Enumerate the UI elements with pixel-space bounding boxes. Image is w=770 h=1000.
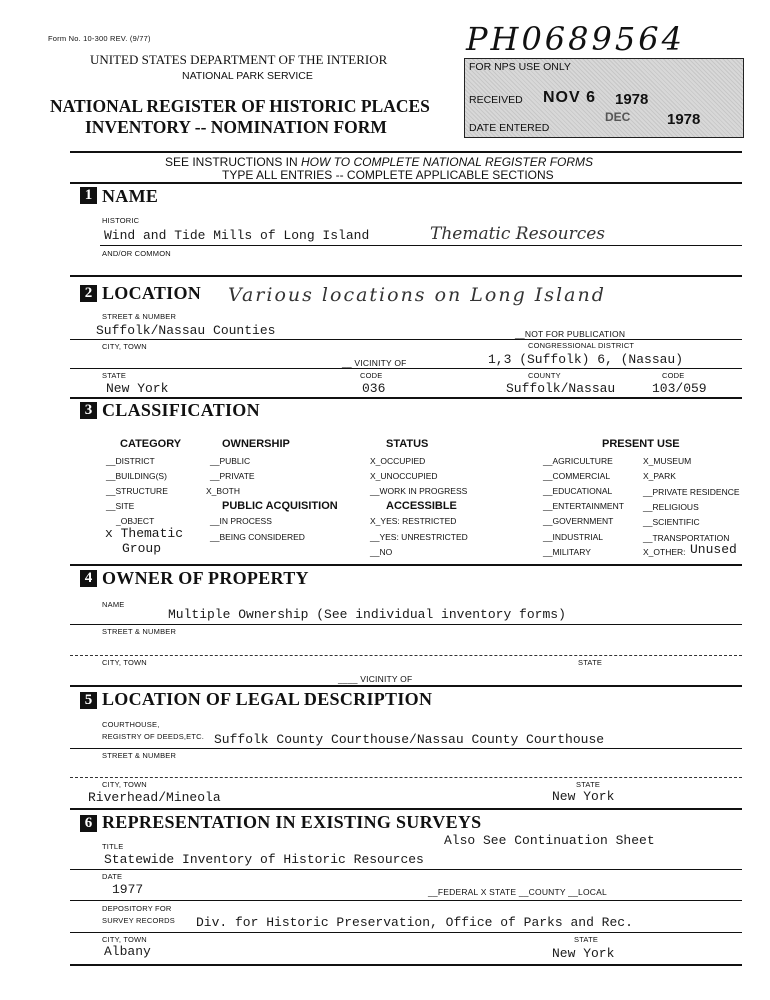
street-number-value: Suffolk/Nassau Counties <box>96 323 276 338</box>
survey-city-value: Albany <box>104 944 151 959</box>
survey-level-options: __FEDERAL X STATE __COUNTY __LOCAL <box>428 887 607 897</box>
accessible-yes-unrestricted[interactable]: __YES: UNRESTRICTED <box>370 532 468 542</box>
form-title-line-2: INVENTORY -- NOMINATION FORM <box>85 117 387 137</box>
section-1-title: NAME <box>102 186 159 206</box>
section-2-number: 2 <box>80 285 97 302</box>
legal-state-label: STATE <box>576 780 601 789</box>
received-label: RECEIVED <box>469 94 523 106</box>
rule <box>70 151 742 153</box>
legal-city-label: CITY, TOWN <box>102 780 147 789</box>
accessible-no[interactable]: __NO <box>370 547 393 557</box>
handwritten-thematic-resources: Thematic Resources <box>430 224 605 244</box>
survey-title-label: TITLE <box>102 842 124 851</box>
form-title-line-1: NATIONAL REGISTER OF HISTORIC PLACES <box>50 96 430 116</box>
depository-label-1: DEPOSITORY FOR <box>102 904 172 913</box>
category-object[interactable]: _OBJECT <box>116 516 155 526</box>
survey-city-label: CITY, TOWN <box>102 935 147 944</box>
section-2-title: LOCATION <box>102 283 202 303</box>
form-number: Form No. 10-300 REV. (9/77) <box>48 34 151 43</box>
department-name: UNITED STATES DEPARTMENT OF THE INTERIOR <box>90 52 388 67</box>
category-group: Group <box>122 541 162 556</box>
depository-label-2: SURVEY RECORDS <box>102 916 175 925</box>
category-buildings[interactable]: __BUILDING(S) <box>106 471 167 481</box>
public-acquisition-header: PUBLIC ACQUISITION <box>222 500 338 512</box>
use-scientific[interactable]: __SCIENTIFIC <box>643 517 700 527</box>
county-value: Suffolk/Nassau <box>506 381 616 396</box>
depository-value: Div. for Historic Preservation, Office of Parks and Rec. <box>196 915 633 930</box>
registry-of-deeds-label: REGISTRY OF DEEDS,ETC. <box>102 732 205 741</box>
category-structure[interactable]: __STRUCTURE <box>106 486 168 496</box>
present-use-header: PRESENT USE <box>602 438 680 450</box>
registry-value: Suffolk County Courthouse/Nassau County Courthouse <box>214 732 605 747</box>
instructions-line-1: SEE INSTRUCTIONS IN HOW TO COMPLETE NATIONAL REGISTER FORMS <box>165 155 594 169</box>
accessible-yes-restricted[interactable]: X_YES: RESTRICTED <box>370 516 457 526</box>
county-code-value: 103/059 <box>652 381 707 396</box>
legal-state-value: New York <box>552 789 615 804</box>
ownership-header: OWNERSHIP <box>222 438 290 450</box>
section-6-number: 6 <box>80 815 97 832</box>
use-military[interactable]: __MILITARY <box>543 547 591 557</box>
category-header: CATEGORY <box>120 438 182 450</box>
rule <box>100 245 742 246</box>
common-name-label: AND/OR COMMON <box>102 249 171 258</box>
use-other-value: Unused <box>690 542 737 557</box>
survey-date-label: DATE <box>102 872 123 881</box>
state-value: New York <box>106 381 169 396</box>
ownership-private[interactable]: __PRIVATE <box>210 471 255 481</box>
use-transportation[interactable]: __TRANSPORTATION <box>643 533 730 543</box>
category-thematic: x Thematic <box>105 526 184 541</box>
rule <box>70 339 742 340</box>
use-commercial[interactable]: __COMMERCIAL <box>543 471 611 481</box>
rule <box>70 397 742 399</box>
historic-label: HISTORIC <box>102 216 140 225</box>
county-label: COUNTY <box>528 371 561 380</box>
status-occupied[interactable]: X_OCCUPIED <box>370 456 426 466</box>
service-name: NATIONAL PARK SERVICE <box>182 70 313 82</box>
acquisition-in-process[interactable]: __IN PROCESS <box>210 516 272 526</box>
rule <box>70 932 742 933</box>
rule <box>70 685 742 687</box>
status-unoccupied[interactable]: X_UNOCCUPIED <box>370 471 438 481</box>
ownership-both[interactable]: X_BOTH <box>206 486 241 496</box>
nps-use-only-box <box>464 58 744 138</box>
use-private-residence[interactable]: __PRIVATE RESIDENCE <box>643 487 740 497</box>
historic-name-value: Wind and Tide Mills of Long Island <box>104 228 370 243</box>
acquisition-being-considered[interactable]: __BEING CONSIDERED <box>210 532 305 542</box>
received-year: 1978 <box>615 91 649 108</box>
city-town-label: CITY, TOWN <box>102 342 147 351</box>
entered-year: 1978 <box>667 111 701 128</box>
state-code-label: CODE <box>360 371 383 380</box>
category-site[interactable]: __SITE <box>106 501 135 511</box>
rule <box>70 964 742 966</box>
nps-box-heading: FOR NPS USE ONLY <box>469 61 571 73</box>
state-label: STATE <box>102 371 127 380</box>
see-continuation-sheet: Also See Continuation Sheet <box>444 833 655 848</box>
entered-date: DEC <box>605 110 631 124</box>
rule <box>70 655 742 656</box>
rule <box>70 182 742 184</box>
state-code-value: 036 <box>362 381 386 396</box>
handwritten-reference-number: PH0689564 <box>466 20 685 58</box>
status-header: STATUS <box>386 438 429 450</box>
use-religious[interactable]: __RELIGIOUS <box>643 502 699 512</box>
street-number-label: STREET & NUMBER <box>102 312 177 321</box>
survey-title-value: Statewide Inventory of Historic Resources <box>104 852 424 867</box>
use-park[interactable]: X_PARK <box>643 471 676 481</box>
vicinity-of-option: __ VICINITY OF <box>342 358 407 368</box>
county-code-label: CODE <box>662 371 685 380</box>
use-educational[interactable]: __EDUCATIONAL <box>543 486 613 496</box>
owner-city-label: CITY, TOWN <box>102 658 147 667</box>
category-district[interactable]: __DISTRICT <box>106 456 155 466</box>
not-for-publication-option: __NOT FOR PUBLICATION <box>515 329 626 339</box>
survey-state-value: New York <box>552 946 615 961</box>
section-4-number: 4 <box>80 570 97 587</box>
courthouse-label: COURTHOUSE, <box>102 720 160 729</box>
status-work-in-progress[interactable]: __WORK IN PROGRESS <box>370 486 468 496</box>
received-date: NOV 6 <box>543 89 597 106</box>
owner-street-label: STREET & NUMBER <box>102 627 177 636</box>
rule <box>70 275 742 277</box>
owner-state-label: STATE <box>578 658 603 667</box>
rule <box>70 368 742 369</box>
instructions-line-2: TYPE ALL ENTRIES -- COMPLETE APPLICABLE SECTIONS <box>222 168 554 182</box>
rule <box>70 564 742 566</box>
use-agriculture[interactable]: __AGRICULTURE <box>543 456 613 466</box>
use-government[interactable]: __GOVERNMENT <box>543 516 614 526</box>
use-industrial[interactable]: __INDUSTRIAL <box>543 532 603 542</box>
congressional-district-value: 1,3 (Suffolk) 6, (Nassau) <box>488 352 684 367</box>
handwritten-various-locations: Various locations on Long Island <box>228 284 606 306</box>
owner-vicinity-option: ____ VICINITY OF <box>338 674 413 684</box>
rule <box>70 777 742 778</box>
rule <box>70 624 742 625</box>
accessible-header: ACCESSIBLE <box>386 500 457 512</box>
section-5-title: LOCATION OF LEGAL DESCRIPTION <box>102 689 433 709</box>
date-entered-label: DATE ENTERED <box>469 122 550 134</box>
section-3-number: 3 <box>80 402 97 419</box>
rule <box>70 808 742 810</box>
section-6-title: REPRESENTATION IN EXISTING SURVEYS <box>102 812 482 832</box>
rule <box>70 869 742 870</box>
legal-street-label: STREET & NUMBER <box>102 751 177 760</box>
owner-name-value: Multiple Ownership (See individual inventory forms) <box>168 607 566 622</box>
congressional-district-label: CONGRESSIONAL DISTRICT <box>528 341 635 350</box>
use-other[interactable]: X_OTHER: <box>643 547 686 557</box>
section-4-title: OWNER OF PROPERTY <box>102 568 309 588</box>
survey-date-value: 1977 <box>112 882 144 897</box>
survey-state-label: STATE <box>574 935 599 944</box>
rule <box>70 748 742 749</box>
legal-city-value: Riverhead/Mineola <box>88 790 221 805</box>
use-entertainment[interactable]: __ENTERTAINMENT <box>543 501 624 511</box>
ownership-public[interactable]: __PUBLIC <box>210 456 251 466</box>
owner-name-label: NAME <box>102 600 125 609</box>
section-5-number: 5 <box>80 692 97 709</box>
rule <box>70 900 742 901</box>
use-museum[interactable]: X_MUSEUM <box>643 456 692 466</box>
section-3-title: CLASSIFICATION <box>102 400 260 420</box>
section-1-number: 1 <box>80 187 97 204</box>
